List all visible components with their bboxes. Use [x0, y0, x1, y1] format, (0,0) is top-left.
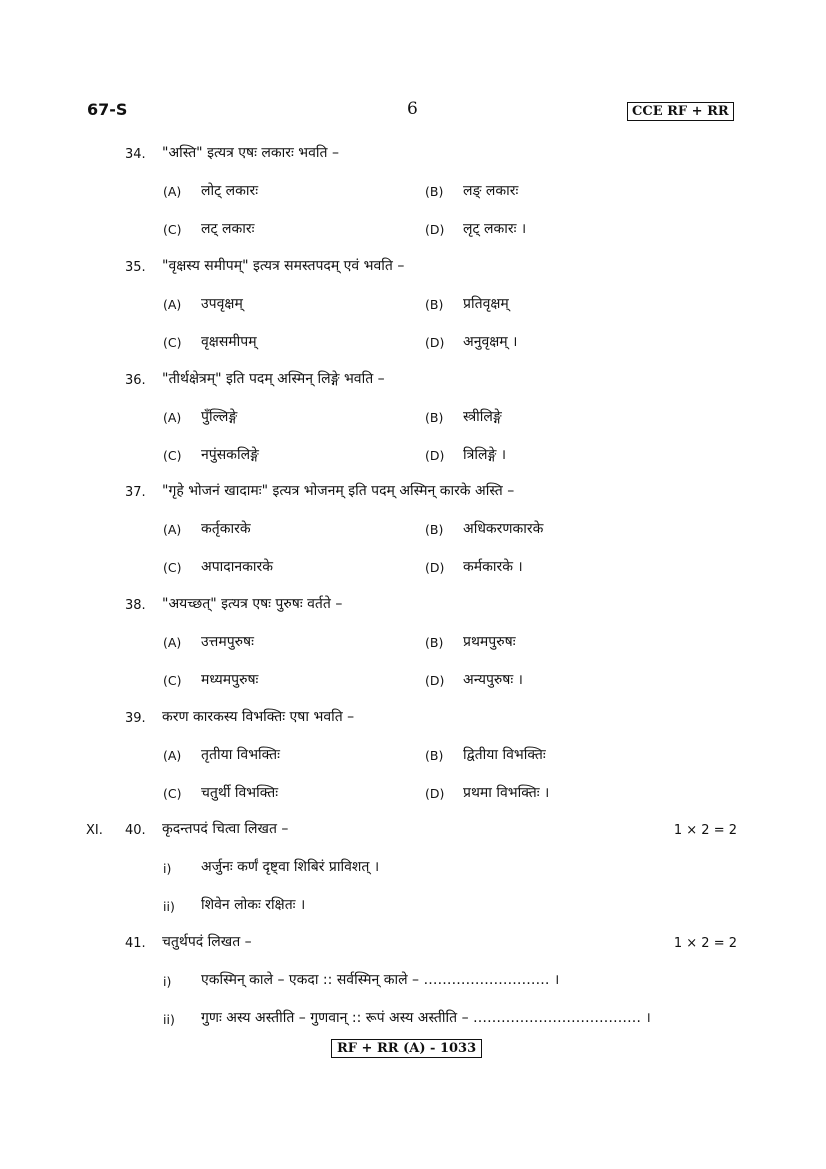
marks-label: 1 × 2 = 2	[673, 823, 737, 838]
option-text: लट् लकारः	[201, 221, 255, 237]
option-text: नपुंसकलिङ्गे	[201, 447, 259, 463]
paper-code: 67-S	[87, 100, 128, 119]
option-label: (D)	[425, 673, 445, 688]
option-label: (B)	[425, 184, 444, 199]
option-text: लोट् लकारः	[201, 183, 259, 199]
item-label: i)	[163, 861, 172, 876]
option-text: द्वितीया विभक्तिः	[463, 747, 546, 763]
option-text: उत्तमपुरुषः	[201, 634, 254, 650]
option-text: मध्यमपुरुषः	[201, 672, 259, 688]
option-label: (A)	[163, 748, 182, 763]
option-label: (B)	[425, 410, 444, 425]
option-label: (B)	[425, 522, 444, 537]
option-text: उपवृक्षम्	[201, 296, 243, 312]
marks-label: 1 × 2 = 2	[673, 936, 737, 951]
option-text: लङ् लकारः	[463, 183, 519, 199]
question-number: 36.	[125, 373, 146, 388]
question-text: करण कारकस्य विभक्तिः एषा भवति –	[162, 709, 355, 725]
option-text: कर्तृकारके	[201, 521, 251, 537]
option-label: (D)	[425, 560, 445, 575]
option-label: (B)	[425, 297, 444, 312]
question-number: 35.	[125, 260, 146, 275]
option-label: (A)	[163, 522, 182, 537]
option-label: (C)	[163, 673, 182, 688]
option-text: अधिकरणकारके	[463, 521, 544, 537]
question-text: चतुर्थपदं लिखत –	[162, 934, 252, 950]
question-number: 39.	[125, 711, 146, 726]
item-text: एकस्मिन् काले – एकदा :: सर्वस्मिन् काले – ……………………… ।	[201, 972, 560, 988]
option-label: (D)	[425, 786, 445, 801]
question-text: "अयच्छत्" इत्यत्र एषः पुरुषः वर्तते –	[162, 596, 343, 612]
option-label: (D)	[425, 448, 445, 463]
footer-code-box: RF + RR (A) - 1033	[331, 1039, 482, 1058]
question-number: 34.	[125, 147, 146, 162]
option-text: चतुर्थी विभक्तिः	[201, 785, 279, 801]
item-text: गुणः अस्य अस्तीति – गुणवान् :: रूपं अस्य अस्तीति – ……………………………… ।	[201, 1010, 651, 1026]
question-number: 41.	[125, 936, 146, 951]
item-text: शिवेन लोकः रक्षितः ।	[201, 897, 306, 913]
option-text: अनुवृक्षम् ।	[463, 334, 518, 350]
option-label: (C)	[163, 560, 182, 575]
item-text: अर्जुनः कर्णं दृष्ट्वा शिबिरं प्राविशत् ।	[201, 859, 380, 875]
option-label: (D)	[425, 222, 445, 237]
option-label: (B)	[425, 748, 444, 763]
question-number: 38.	[125, 598, 146, 613]
option-text: अन्यपुरुषः ।	[463, 672, 523, 688]
option-label: (A)	[163, 184, 182, 199]
option-label: (A)	[163, 635, 182, 650]
option-text: त्रिलिङ्गे ।	[463, 447, 507, 463]
option-label: (C)	[163, 786, 182, 801]
page-number: 6	[407, 99, 418, 119]
option-text: लृट् लकारः ।	[463, 221, 527, 237]
option-text: अपादानकारके	[201, 559, 273, 575]
option-text: प्रथमा विभक्तिः ।	[463, 785, 550, 801]
option-text: पुँल्लिङ्गे	[201, 409, 238, 425]
section-label: XI.	[86, 823, 103, 838]
item-label: ii)	[163, 899, 175, 914]
question-text: "वृक्षस्य समीपम्" इत्यत्र समस्तपदम् एवं भवति –	[162, 258, 405, 274]
option-text: प्रतिवृक्षम्	[463, 296, 509, 312]
option-label: (C)	[163, 335, 182, 350]
option-label: (A)	[163, 410, 182, 425]
option-label: (D)	[425, 335, 445, 350]
option-text: स्त्रीलिङ्गे	[463, 409, 502, 425]
question-text: "अस्ति" इत्यत्र एषः लकारः भवति –	[162, 145, 339, 161]
question-number: 37.	[125, 485, 146, 500]
option-text: तृतीया विभक्तिः	[201, 747, 280, 763]
option-label: (B)	[425, 635, 444, 650]
series-box: CCE RF + RR	[627, 102, 734, 121]
option-label: (C)	[163, 448, 182, 463]
option-text: प्रथमपुरुषः	[463, 634, 516, 650]
question-text: कृदन्तपदं चित्वा लिखत –	[162, 821, 289, 837]
option-label: (C)	[163, 222, 182, 237]
item-label: i)	[163, 974, 172, 989]
question-text: "तीर्थक्षेत्रम्" इति पदम् अस्मिन् लिङ्गे भवति –	[162, 371, 385, 387]
question-text: "गृहे भोजनं खादामः" इत्यत्र भोजनम् इति पदम् अस्मिन् कारके अस्ति –	[162, 483, 515, 499]
option-text: कर्मकारके ।	[463, 559, 523, 575]
option-text: वृक्षसमीपम्	[201, 334, 257, 350]
question-number: 40.	[125, 823, 146, 838]
item-label: ii)	[163, 1012, 175, 1027]
option-label: (A)	[163, 297, 182, 312]
